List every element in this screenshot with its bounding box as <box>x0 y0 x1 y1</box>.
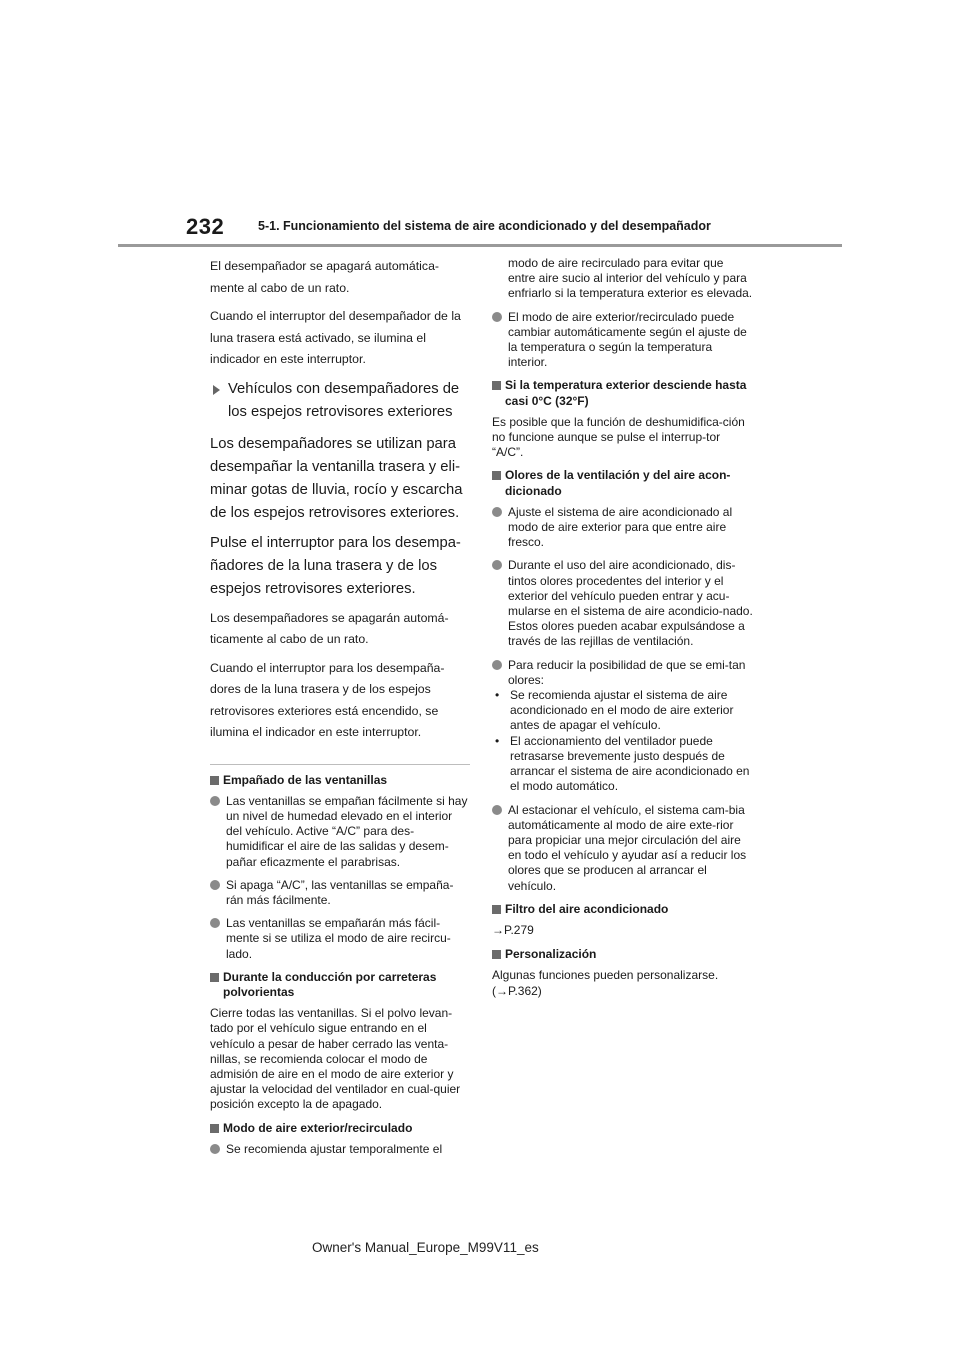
note-heading-text: Si la temperatura exterior desciende hasta casi 0°C (32°F) <box>505 378 747 408</box>
bullet-item <box>210 916 470 962</box>
header-rule <box>118 244 842 247</box>
note-heading-text: Modo de aire exterior/recirculado <box>223 1120 413 1135</box>
dash-item <box>492 688 754 734</box>
bullet-item <box>210 1142 470 1157</box>
bullet-text: El modo de aire exterior/recirculado puede cambiar automáticamente según el ajuste de la temperatura o según la temperatura interior. <box>508 309 747 370</box>
footer-text: Owner's Manual_Europe_M99V11_es <box>312 1240 539 1255</box>
dash-marker: • <box>495 733 500 748</box>
bullet-dot-icon <box>210 880 220 890</box>
subheading <box>210 378 470 424</box>
paragraph: Pulse el interruptor para los desempa-ñadores de la luna trasera y de los espejos retrovisores exteriores. <box>210 534 461 597</box>
note-heading-text: Olores de la ventilación y del aire acon-dicionado <box>505 468 731 498</box>
bullet-text: Al estacionar el vehículo, el sistema cam-bia automáticamente al modo de aire exte-rior para propiciar una mejor circulación del aire en todo el vehículo y ayudar así a reducir los olores que se producen al arrancar el vehículo. <box>508 802 747 893</box>
paragraph: Cuando el interruptor para los desempaña-dores de la luna trasera y de los espejos retrovisores exteriores está encendido, se ilumina el indicador en este interruptor. <box>210 660 445 739</box>
note-heading-text: Durante la conducción por carreteras polvorientas <box>223 969 437 999</box>
square-marker-icon <box>210 973 219 982</box>
paragraph: Los desempañadores se apagarán automá-ticamente al cabo de un rato. <box>210 610 449 646</box>
note-heading <box>210 1121 470 1136</box>
bullet-item <box>492 558 754 649</box>
square-marker-icon <box>492 950 501 959</box>
note-text: Es posible que la función de deshumidifica-ción no funcione aunque se pulse el interrup-tor “A/C”. <box>492 414 745 460</box>
note-heading <box>492 947 754 962</box>
note-heading-text: Personalización <box>505 947 597 962</box>
bullet-dot-icon <box>210 918 220 928</box>
bullet-item <box>492 658 754 795</box>
subheading-text: Vehículos con desempañadores de los espejos retrovisores exteriores <box>228 380 460 420</box>
notes-block <box>210 773 470 1157</box>
bullet-text: Las ventanillas se empañarán más fácil-mente si se utiliza el modo de aire recircu-lado. <box>226 916 451 961</box>
note-heading-text: Empañado de las ventanillas <box>223 772 388 787</box>
bullet-text: Para reducir la posibilidad de que se emi-tan olores: <box>508 657 746 687</box>
page-reference: →P.279 <box>492 922 534 937</box>
bullet-dot-icon <box>210 796 220 806</box>
bullet-dot-icon <box>492 660 502 670</box>
section-divider <box>210 764 470 765</box>
note-heading <box>492 378 754 408</box>
note-heading <box>492 902 754 917</box>
note-text: Algunas funciones pueden personalizarse. (→P.362) <box>492 968 719 998</box>
bullet-dot-icon <box>492 805 502 815</box>
page-number: 232 <box>186 214 225 239</box>
bullet-item <box>492 803 754 894</box>
bullet-item <box>492 505 754 551</box>
bullet-dot-icon <box>492 312 502 322</box>
square-marker-icon <box>210 776 219 785</box>
note-heading-text: Filtro del aire acondicionado <box>505 901 669 916</box>
square-marker-icon <box>492 471 501 480</box>
bullet-item <box>492 310 754 371</box>
square-marker-icon <box>492 905 501 914</box>
dash-text: Se recomienda ajustar el sistema de aire acondicionado en el modo de aire exterior antes de apagar el vehículo. <box>510 688 734 733</box>
right-column <box>492 256 754 1007</box>
bullet-text: Ajuste el sistema de aire acondicionado al modo de aire exterior para que entre aire fresco. <box>508 504 733 550</box>
bullet-continuation: modo de aire recirculado para evitar que entre aire sucio al interior del vehículo y para enfriarlo si la temperatura exterior es elevada. <box>508 256 753 301</box>
note-heading <box>492 468 754 498</box>
note-text: Cierre todas las ventanillas. Si el polvo levan-tado por el vehículo sigue entrando en el vehículo a pesar de haber cerrado las venta-nillas, se recomienda colocar el modo de admisión de aire en el modo de aire exterior y ajustar la velocidad del ventilador en cual-quier posición excepto la de apagado. <box>210 1006 461 1112</box>
bullet-text: Si apaga “A/C”, las ventanillas se empaña-rán más fácilmente. <box>226 877 454 907</box>
section-title: 5-1. Funcionamiento del sistema de aire acondicionado y del desempañador <box>258 219 711 233</box>
bullet-dot-icon <box>210 1144 220 1154</box>
dash-item <box>492 734 754 795</box>
left-column <box>210 256 470 1165</box>
paragraph: Cuando el interruptor del desempañador de la luna trasera está activado, se ilumina el indicador en este interruptor. <box>210 309 461 366</box>
square-marker-icon <box>210 1124 219 1133</box>
bullet-text: Durante el uso del aire acondicionado, dis-tintos olores procedentes del interior y el exterior del vehículo pueden entrar y acu-mularse en el sistema de aire acondicio-nado. Estos olores pueden acabar expulsándose a través de las rejillas de ventilación. <box>508 558 753 649</box>
paragraph: El desempañador se apagará automática-mente al cabo de un rato. <box>210 259 439 295</box>
bullet-dot-icon <box>492 560 502 570</box>
triangle-marker-icon <box>213 385 220 395</box>
note-heading <box>210 970 470 1000</box>
dash-marker: • <box>495 688 500 703</box>
bullet-text: Se recomienda ajustar temporalmente el <box>226 1141 443 1156</box>
square-marker-icon <box>492 381 501 390</box>
paragraph: Los desempañadores se utilizan para desempañar la ventanilla trasera y eli-minar gotas de lluvia, rocío y escarcha de los espejos retrovisores exteriores. <box>210 435 463 521</box>
dash-text: El accionamiento del ventilador puede retrasarse brevemente justo después de arrancar el sistema de aire acondicionado en el modo automático. <box>510 733 750 794</box>
bullet-dot-icon <box>492 507 502 517</box>
bullet-item <box>210 878 470 908</box>
bullet-text: Las ventanillas se empañan fácilmente si hay un nivel de humedad elevado en el interior del vehículo. Active “A/C” para des-humidificar el aire de las salidas y desem-pañar eficazmente el parabrisas. <box>226 793 468 869</box>
note-heading <box>210 773 470 788</box>
bullet-item <box>210 794 470 870</box>
